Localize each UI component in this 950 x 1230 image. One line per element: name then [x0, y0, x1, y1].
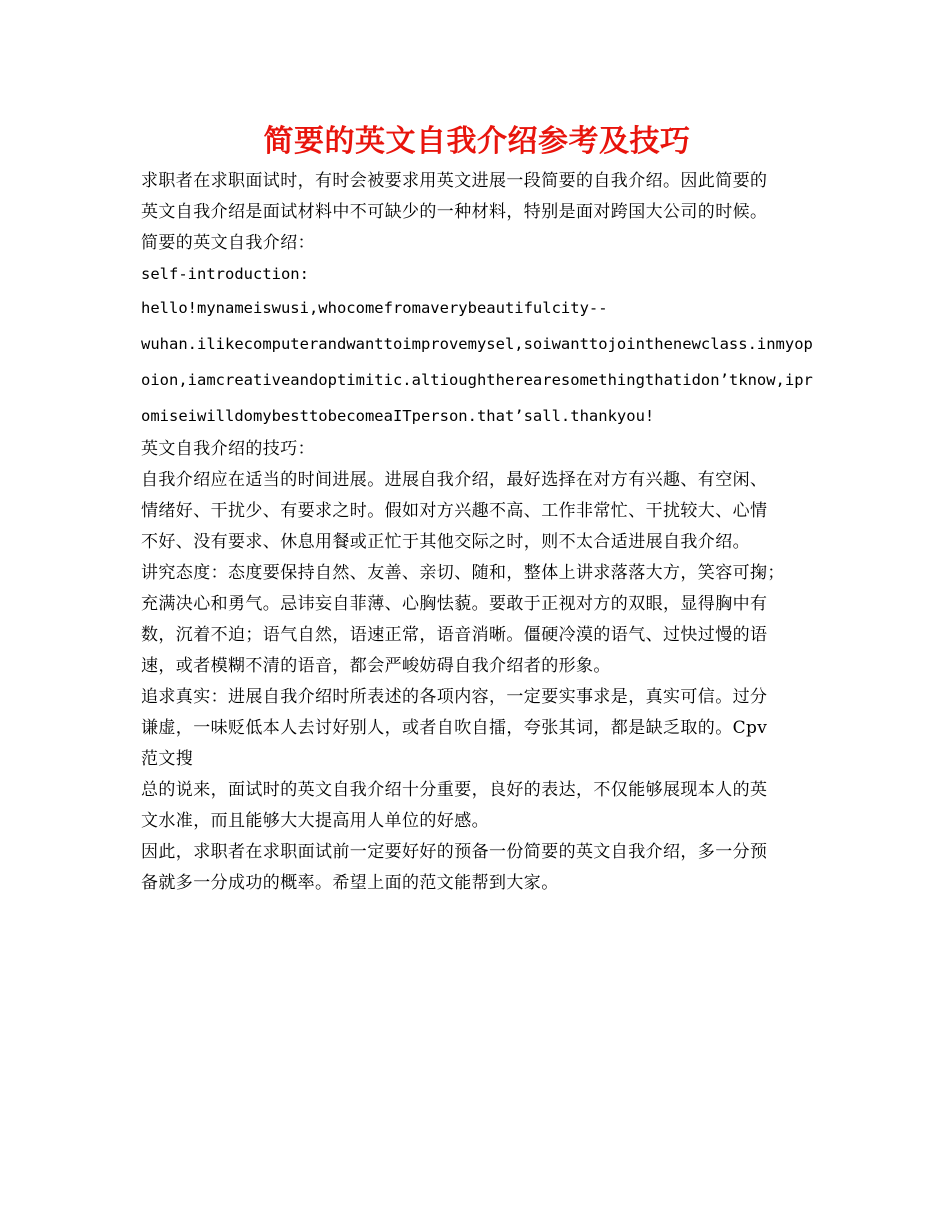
sample-text-line-4: omiseiwilldomybesttobecomeaITperson.that’sall.thankyou!	[141, 407, 655, 425]
attitude-paragraph-line-3: 数，沉着不迫；语气自然，语速正常，语音消晰。僵硬冷漠的语气、过快过慢的语	[141, 625, 768, 645]
sample-label: self-introduction:	[141, 265, 309, 283]
summary-paragraph-line-1: 总的说来，面试时的英文自我介绍十分重要，良好的表达，不仅能够展现本人的英	[141, 780, 768, 800]
truth-paragraph-line-3: 范文搜	[141, 749, 194, 769]
attitude-paragraph-line-2: 充满决心和勇气。忌讳妄自菲薄、心胸怯藐。要敢于正视对方的双眼，显得胸中有	[141, 594, 768, 614]
truth-paragraph-line-2: 谦虚，一味贬低本人去讨好别人，或者自吹自擂，夸张其词，都是缺乏取的。Cpv	[141, 718, 768, 738]
intro-line-2: 英文自我介绍是面试材料中不可缺少的一种材料，特别是面对跨国大公司的时候。	[141, 202, 768, 222]
truth-paragraph-line-1: 追求真实：进展自我介绍时所表述的各项内容，一定要实事求是，真实可信。过分	[141, 687, 768, 707]
sample-heading: 简要的英文自我介绍：	[141, 233, 315, 253]
closing-paragraph-line-1: 因此，求职者在求职面试前一定要好好的预备一份简要的英文自我介绍，多一分预	[141, 842, 768, 862]
tips-paragraph-1-line-3: 不好、没有要求、休息用餐或正忙于其他交际之时，则不太合适进展自我介绍。	[141, 532, 750, 552]
attitude-paragraph-line-1: 讲究态度：态度要保持自然、友善、亲切、随和，整体上讲求落落大方，笑容可掬；	[141, 563, 785, 583]
summary-paragraph-line-2: 文水准，而且能够大大提高用人单位的好感。	[141, 811, 489, 831]
document-page	[141, 120, 813, 899]
sample-text-line-1: hello!mynameiswusi,whocomefromaverybeautifulcity--	[141, 299, 608, 317]
tips-heading: 英文自我介绍的技巧：	[141, 439, 315, 459]
closing-paragraph-line-2: 备就多一分成功的概率。希望上面的范文能帮到大家。	[141, 873, 559, 893]
sample-text-line-2: wuhan.ilikecomputerandwanttoimprovemysel,soiwanttojointhenewclass.inmyop	[141, 335, 813, 353]
tips-paragraph-1-line-1: 自我介绍应在适当的时间进展。进展自我介绍，最好选择在对方有兴趣、有空闲、	[141, 470, 768, 490]
document-title: 简要的英文自我介绍参考及技巧	[263, 124, 691, 159]
intro-line-1: 求职者在求职面试时，有时会被要求用英文进展一段简要的自我介绍。因此简要的	[141, 171, 768, 191]
sample-text-line-3: oion,iamcreativeandoptimitic.altioughtherearesomethingthatidon’tknow,ipr	[141, 371, 813, 389]
tips-paragraph-1-line-2: 情绪好、干扰少、有要求之时。假如对方兴趣不高、工作非常忙、干扰较大、心情	[141, 501, 768, 521]
attitude-paragraph-line-4: 速，或者模糊不清的语音，都会严峻妨碍自我介绍者的形象。	[141, 656, 611, 676]
